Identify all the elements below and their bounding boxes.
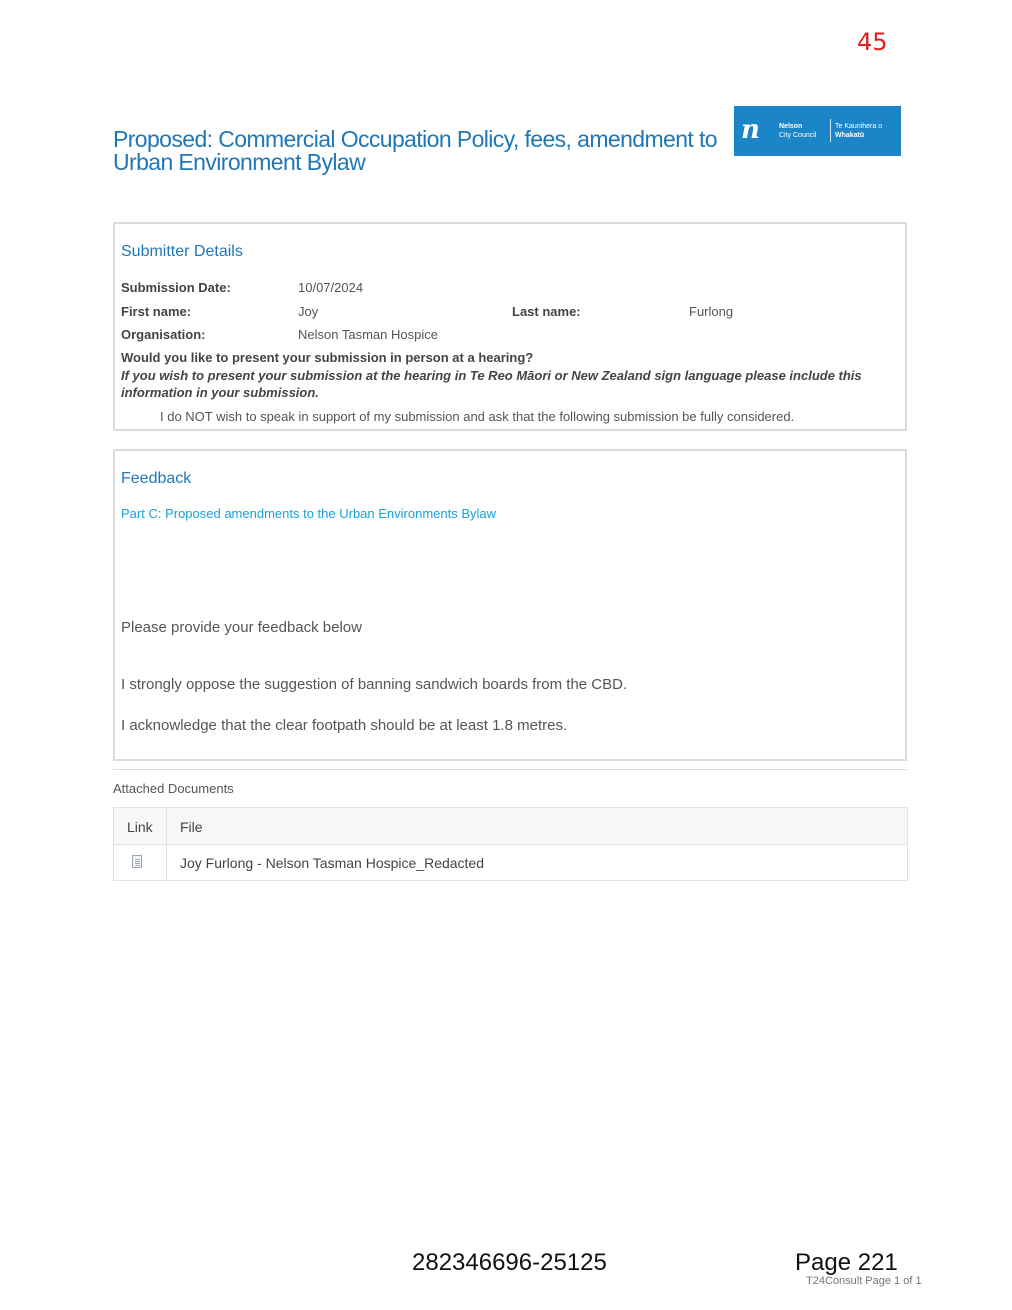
feedback-panel (113, 449, 907, 761)
organisation-label: Organisation: (121, 327, 206, 342)
feedback-line-1: I strongly oppose the suggestion of banning sandwich boards from the CBD. (121, 676, 628, 693)
first-name-value: Joy (298, 304, 319, 319)
logo-text-maori (835, 122, 882, 140)
logo-divider (830, 119, 831, 142)
logo-whakatu: Whakatū (835, 132, 865, 139)
footer-page-number: Page 221 (795, 1249, 898, 1276)
page-title: Proposed: Commercial Occupation Policy, fees, amendment to Urban Environment Bylaw (113, 126, 717, 175)
attached-documents-heading: Attached Documents (113, 781, 234, 796)
attachment-file-name: Joy Furlong - Nelson Tasman Hospice_Redacted (180, 855, 485, 871)
feedback-prompt: Please provide your feedback below (121, 619, 362, 636)
logo-te-kaunihera: Te Kaunihera o (835, 123, 883, 130)
first-name-label: First name: (121, 304, 192, 319)
attachments-table-header (114, 808, 907, 845)
organisation-value: Nelson Tasman Hospice (298, 327, 438, 342)
submitter-details-panel (113, 222, 907, 431)
last-name-label: Last name: (512, 304, 581, 319)
document-icon[interactable] (132, 855, 142, 868)
logo-mark: n (741, 115, 760, 145)
column-header-file: File (180, 819, 203, 835)
feedback-heading: Feedback (121, 470, 192, 487)
feedback-part-title: Part C: Proposed amendments to the Urban Environments Bylaw (121, 506, 497, 521)
feedback-line-2: I acknowledge that the clear footpath should be at least 1.8 metres. (121, 717, 568, 734)
logo-city-council: City Council (779, 132, 817, 139)
last-name-value: Furlong (689, 304, 734, 319)
submission-date-label: Submission Date: (121, 280, 231, 295)
attachments-table (113, 807, 908, 881)
submission-date-value: 10/07/2024 (298, 280, 364, 295)
divider (113, 769, 907, 770)
footer-t24consult: T24Consult Page 1 of 1 (806, 1275, 922, 1287)
council-logo (734, 106, 901, 156)
hearing-note: If you wish to present your submission at the hearing in Te Reo Māori or New Zealand sign language please include this information in your submission. (121, 368, 862, 400)
logo-text-english (779, 122, 816, 140)
column-divider (166, 808, 167, 880)
hearing-answer: I do NOT wish to speak in support of my submission and ask that the following submission be fully considered. (160, 409, 795, 424)
footer-document-id: 282346696-25125 (412, 1249, 607, 1276)
hearing-question: Would you like to present your submission in person at a hearing? (121, 350, 534, 365)
logo-nelson: Nelson (779, 123, 803, 130)
column-header-link: Link (127, 819, 153, 835)
page-number: 45 (857, 28, 888, 56)
submitter-details-heading: Submitter Details (121, 243, 243, 260)
